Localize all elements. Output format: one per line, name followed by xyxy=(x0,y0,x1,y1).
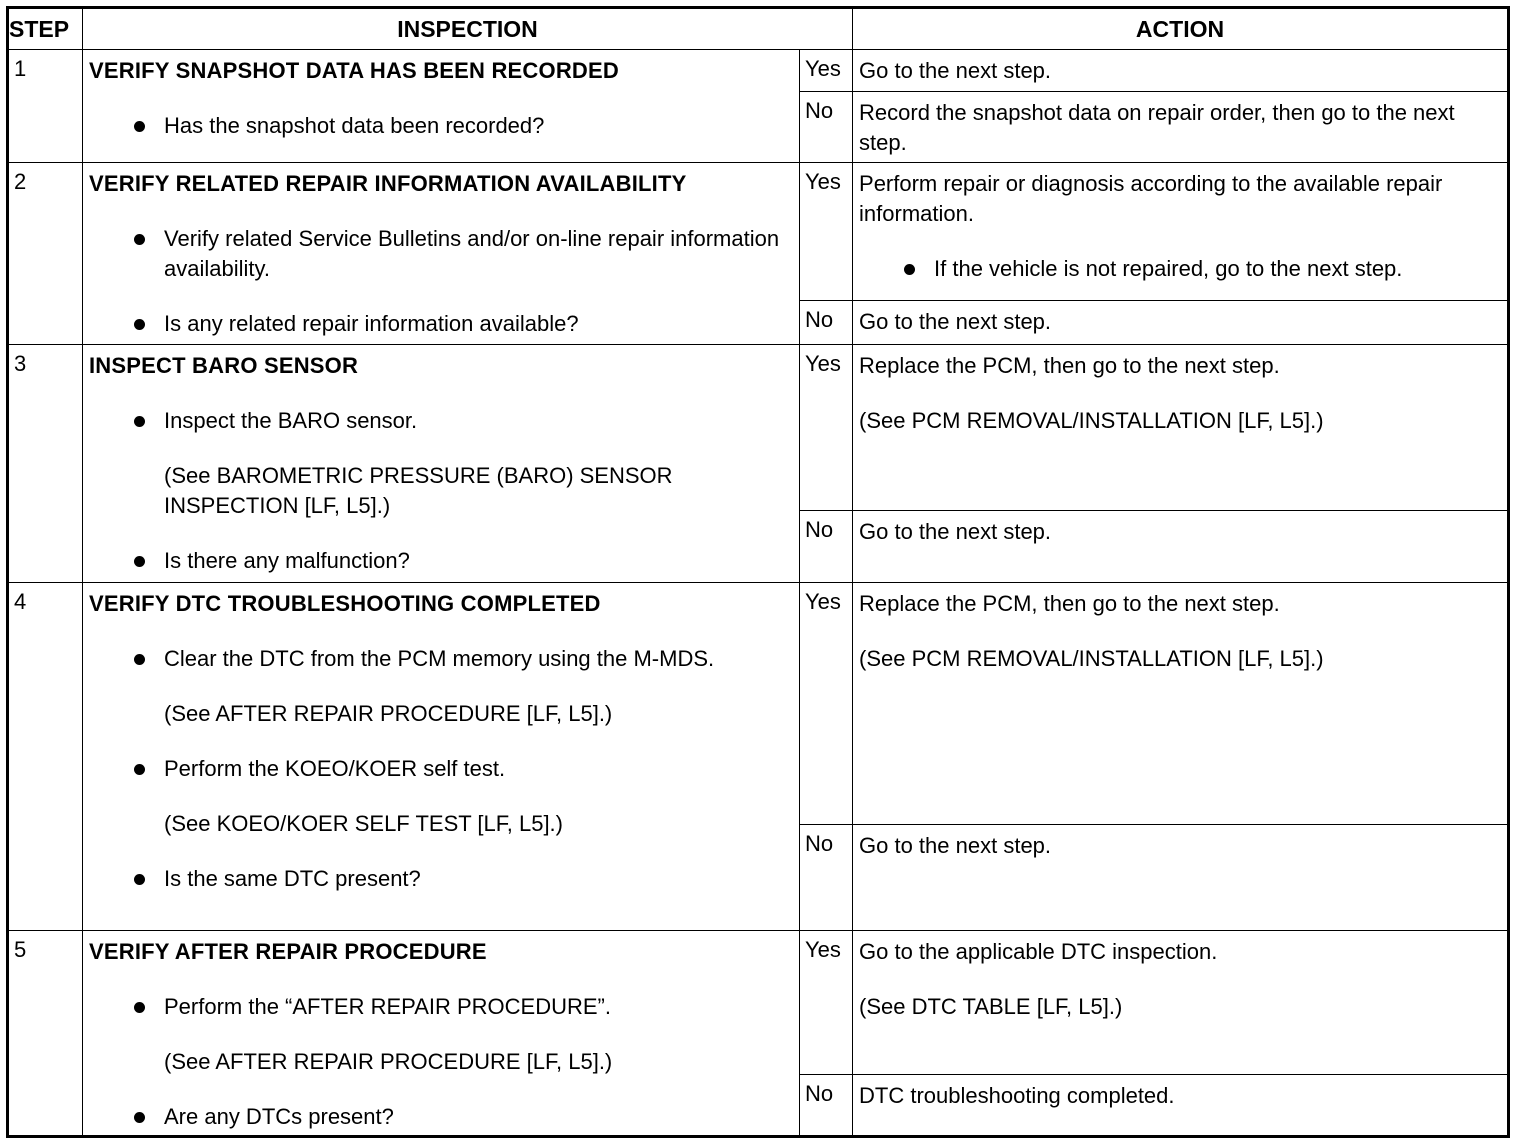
step-row xyxy=(8,931,1509,1075)
step-title: INSPECT BARO SENSOR xyxy=(89,353,359,378)
inspection-cell xyxy=(83,931,800,1137)
yes-action-cell xyxy=(853,931,1509,1075)
no-label: No xyxy=(800,511,853,583)
no-action-cell xyxy=(853,825,1509,931)
step-rows xyxy=(8,50,1509,1137)
reference-note: (See KOEO/KOER SELF TEST [LF, L5].) xyxy=(164,811,563,836)
step-number: 1 xyxy=(8,50,83,163)
step-title: VERIFY RELATED REPAIR INFORMATION AVAILABILITY xyxy=(89,171,687,196)
no-action-text: Go to the next step. xyxy=(859,309,1052,334)
yes-action-cell xyxy=(853,50,1509,92)
no-action-text: Record the snapshot data on repair order, then go to the next step. xyxy=(859,100,1455,155)
inspection-bullet: Are any DTCs present? xyxy=(89,1102,793,1132)
step-number: 4 xyxy=(8,583,83,931)
yes-action-reference: (See PCM REMOVAL/INSTALLATION [LF, L5].) xyxy=(859,408,1324,433)
yes-action-bullet: If the vehicle is not repaired, go to the next step. xyxy=(859,254,1499,284)
diagnostic-table xyxy=(6,6,1510,1138)
no-label: No xyxy=(800,92,853,163)
yes-action-reference: (See DTC TABLE [LF, L5].) xyxy=(859,994,1123,1019)
action-column-header: ACTION xyxy=(853,8,1509,50)
yes-action-text: Perform repair or diagnosis according to the available repair information. xyxy=(859,171,1443,226)
step-column-header: STEP xyxy=(8,8,83,50)
no-action-cell xyxy=(853,301,1509,345)
yes-action-text: Go to the applicable DTC inspection. xyxy=(859,939,1218,964)
diagnostic-procedure-sheet xyxy=(6,6,1510,1138)
no-action-cell xyxy=(853,1075,1509,1137)
inspection-cell xyxy=(83,345,800,583)
step-row xyxy=(8,50,1509,92)
inspection-bullet: Clear the DTC from the PCM memory using the M-MDS. xyxy=(89,644,793,674)
yes-action-cell xyxy=(853,345,1509,511)
inspection-column-header: INSPECTION xyxy=(83,8,853,50)
inspection-bullet: Inspect the BARO sensor. xyxy=(89,406,793,436)
step-row xyxy=(8,583,1509,825)
step-row xyxy=(8,345,1509,511)
inspection-bullet: Is any related repair information available? xyxy=(89,309,793,339)
step-title: VERIFY DTC TROUBLESHOOTING COMPLETED xyxy=(89,591,601,616)
yes-label: Yes xyxy=(800,345,853,511)
inspection-bullet: Is there any malfunction? xyxy=(89,546,793,576)
header-row xyxy=(8,8,1509,50)
inspection-bullet: Verify related Service Bulletins and/or on-line repair information availability. xyxy=(89,224,793,284)
yes-action-cell xyxy=(853,163,1509,301)
no-label: No xyxy=(800,301,853,345)
step-title: VERIFY AFTER REPAIR PROCEDURE xyxy=(89,939,487,964)
yes-action-text: Go to the next step. xyxy=(859,58,1052,83)
step-number: 3 xyxy=(8,345,83,583)
yes-action-text: Replace the PCM, then go to the next step. xyxy=(859,353,1280,378)
yes-label: Yes xyxy=(800,583,853,825)
step-title: VERIFY SNAPSHOT DATA HAS BEEN RECORDED xyxy=(89,58,619,83)
inspection-bullet: Has the snapshot data been recorded? xyxy=(89,111,793,141)
no-action-cell xyxy=(853,511,1509,583)
yes-label: Yes xyxy=(800,931,853,1075)
reference-note: (See AFTER REPAIR PROCEDURE [LF, L5].) xyxy=(164,1049,613,1074)
yes-action-cell xyxy=(853,583,1509,825)
inspection-bullet: Perform the KOEO/KOER self test. xyxy=(89,754,793,784)
inspection-bullet: Perform the “AFTER REPAIR PROCEDURE”. xyxy=(89,992,793,1022)
inspection-bullet: Is the same DTC present? xyxy=(89,864,793,894)
yes-label: Yes xyxy=(800,50,853,92)
no-action-text: Go to the next step. xyxy=(859,519,1052,544)
no-action-cell xyxy=(853,92,1509,163)
no-action-text: DTC troubleshooting completed. xyxy=(859,1083,1175,1108)
step-row xyxy=(8,163,1509,301)
yes-label: Yes xyxy=(800,163,853,301)
step-number: 2 xyxy=(8,163,83,345)
yes-action-reference: (See PCM REMOVAL/INSTALLATION [LF, L5].) xyxy=(859,646,1324,671)
inspection-cell xyxy=(83,163,800,345)
reference-note: (See AFTER REPAIR PROCEDURE [LF, L5].) xyxy=(164,701,613,726)
reference-note: (See BAROMETRIC PRESSURE (BARO) SENSOR INSPECTION [LF, L5].) xyxy=(164,463,673,518)
yes-action-text: Replace the PCM, then go to the next step. xyxy=(859,591,1280,616)
inspection-cell xyxy=(83,583,800,931)
step-number: 5 xyxy=(8,931,83,1137)
no-label: No xyxy=(800,825,853,931)
inspection-cell xyxy=(83,50,800,163)
no-action-text: Go to the next step. xyxy=(859,833,1052,858)
no-label: No xyxy=(800,1075,853,1137)
